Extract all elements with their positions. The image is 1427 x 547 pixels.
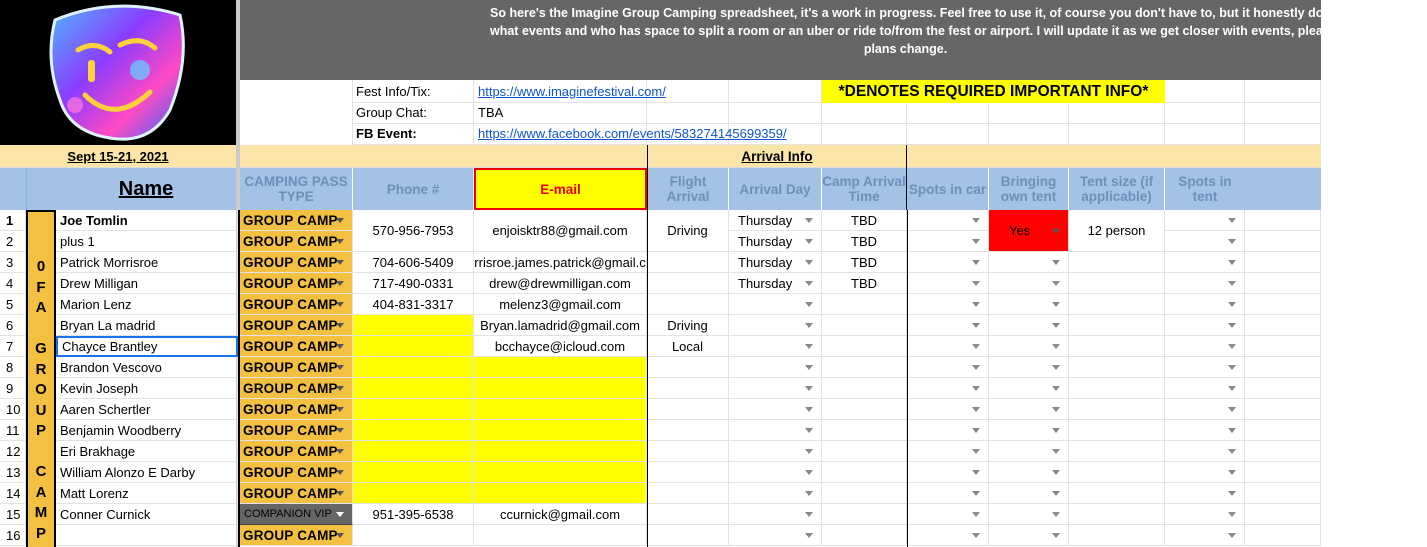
name-cell[interactable] <box>56 525 238 546</box>
name-header: Name <box>118 177 174 200</box>
own-tent-dropdown[interactable] <box>989 441 1069 462</box>
own-tent-dropdown[interactable] <box>989 294 1069 315</box>
camp-time-cell[interactable] <box>822 378 907 399</box>
empty-cell <box>1245 336 1321 357</box>
row-number: 14 <box>0 483 26 504</box>
spots-tent-dropdown[interactable] <box>1165 315 1245 336</box>
camp-time-cell[interactable] <box>822 399 907 420</box>
own-tent-dropdown[interactable] <box>989 378 1069 399</box>
email-cell[interactable]: Bryan.lamadrid@gmail.com <box>474 315 647 336</box>
camp-time-cell[interactable]: TBD <box>822 231 907 252</box>
phone-cell[interactable] <box>353 399 474 420</box>
flight-arrival-cell[interactable]: Driving <box>647 315 729 336</box>
phone-cell[interactable] <box>353 483 474 504</box>
name-cell[interactable]: Bryan La madrid <box>56 315 238 336</box>
tent-size-cell[interactable] <box>1069 483 1165 504</box>
spots-tent-dropdown[interactable] <box>1165 336 1245 357</box>
own-tent-dropdown[interactable] <box>989 357 1069 378</box>
phone-header: Phone # <box>353 168 474 210</box>
spots-car-header: Spots in car <box>907 168 989 210</box>
email-cell[interactable]: bcchayce@icloud.com <box>474 336 647 357</box>
spots-tent-dropdown[interactable] <box>1165 252 1245 273</box>
group-label-letter: A <box>35 483 47 501</box>
spots-car-dropdown[interactable] <box>907 378 989 399</box>
name-cell[interactable]: Chayce Brantley <box>56 336 238 357</box>
spots-car-dropdown[interactable] <box>907 210 989 231</box>
empty-cell <box>1245 483 1321 504</box>
group-chat-value: TBA <box>478 105 504 120</box>
empty-cell <box>1245 252 1321 273</box>
group-label-letter <box>28 441 54 462</box>
spots-tent-dropdown[interactable] <box>1165 294 1245 315</box>
pass-type-dropdown[interactable]: GROUP CAMP <box>240 462 353 483</box>
spots-car-dropdown[interactable] <box>907 525 989 546</box>
name-cell[interactable]: Eri Brakhage <box>56 441 238 462</box>
camp-time-cell[interactable] <box>822 420 907 441</box>
email-cell[interactable] <box>474 525 647 546</box>
own-tent-dropdown[interactable] <box>989 525 1069 546</box>
own-tent-header: Bringing own tent <box>989 168 1069 210</box>
spots-car-dropdown[interactable] <box>907 462 989 483</box>
row-number: 1 <box>0 210 26 231</box>
empty-cell <box>1245 420 1321 441</box>
spots-tent-dropdown[interactable] <box>1165 483 1245 504</box>
camp-time-cell[interactable] <box>822 357 907 378</box>
group-label-letter: C <box>35 463 47 480</box>
flight-arrival-cell[interactable] <box>647 399 729 420</box>
empty-cell <box>1245 231 1321 252</box>
tent-size-cell[interactable] <box>1069 315 1165 336</box>
spots-tent-dropdown[interactable] <box>1165 504 1245 525</box>
festival-logo <box>0 0 236 145</box>
camp-time-cell[interactable]: TBD <box>822 273 907 294</box>
own-tent-dropdown[interactable] <box>989 462 1069 483</box>
name-cell[interactable]: Patrick Morrisroe <box>56 252 238 273</box>
spots-tent-dropdown[interactable] <box>1165 462 1245 483</box>
pass-type-dropdown[interactable]: GROUP CAMP <box>240 399 353 420</box>
email-cell[interactable]: rrisroe.james.patrick@gmail.c <box>474 252 647 273</box>
logo-panel <box>0 0 236 145</box>
own-tent-dropdown[interactable] <box>989 273 1069 294</box>
empty-cell <box>1245 294 1321 315</box>
banner-line-2: what events and who has space to split a room or an uber or ride to/from the fest or airport. I will update it as we get closer with events, please save the link <box>490 24 1416 38</box>
camp-time-cell[interactable] <box>822 462 907 483</box>
row-number: 8 <box>0 357 26 378</box>
camp-time-cell[interactable]: TBD <box>822 210 907 231</box>
group-label-letter <box>28 318 54 339</box>
group-label-letter: R <box>35 360 47 378</box>
group-label-letter: 0 <box>36 258 46 275</box>
arrival-day-dropdown[interactable] <box>729 462 822 483</box>
arrival-day-dropdown[interactable] <box>729 336 822 357</box>
phone-cell[interactable]: 951-395-6538 <box>353 504 474 525</box>
spots-tent-dropdown[interactable] <box>1165 378 1245 399</box>
spots-car-dropdown[interactable] <box>907 441 989 462</box>
arrival-day-dropdown[interactable] <box>729 378 822 399</box>
arrival-day-dropdown[interactable] <box>729 525 822 546</box>
pass-type-dropdown[interactable]: GROUP CAMP <box>240 336 353 357</box>
camp-time-cell[interactable]: TBD <box>822 252 907 273</box>
spots-tent-dropdown[interactable] <box>1165 273 1245 294</box>
own-tent-dropdown[interactable] <box>989 252 1069 273</box>
phone-cell[interactable] <box>353 420 474 441</box>
name-cell[interactable]: Benjamin Woodberry <box>56 420 238 441</box>
email-cell[interactable] <box>474 378 647 399</box>
arrival-day-dropdown[interactable]: Thursday <box>729 273 822 294</box>
tent-size-cell[interactable]: 12 person <box>1069 210 1165 252</box>
own-tent-dropdown[interactable] <box>989 336 1069 357</box>
phone-cell[interactable]: 717-490-0331 <box>353 273 474 294</box>
spots-tent-dropdown[interactable] <box>1165 210 1245 231</box>
pass-type-dropdown[interactable]: GROUP CAMP <box>240 273 353 294</box>
arrival-day-dropdown[interactable] <box>729 315 822 336</box>
pass-type-dropdown[interactable]: GROUP CAMP <box>240 357 353 378</box>
name-cell[interactable]: Drew Milligan <box>56 273 238 294</box>
name-cell[interactable]: Aaren Schertler <box>56 399 238 420</box>
fest-info-link[interactable]: https://www.imaginefestival.com/ <box>478 84 666 99</box>
arrival-day-dropdown[interactable] <box>729 441 822 462</box>
email-cell[interactable] <box>474 441 647 462</box>
tent-size-cell[interactable] <box>1069 252 1165 273</box>
banner-line-3: plans change. <box>863 42 948 56</box>
pass-type-dropdown[interactable]: COMPANION VIP <box>240 504 353 525</box>
spots-tent-dropdown[interactable] <box>1165 231 1245 252</box>
spots-car-dropdown[interactable] <box>907 294 989 315</box>
row-number: 6 <box>0 315 26 336</box>
name-cell[interactable]: Kevin Joseph <box>56 378 238 399</box>
spots-tent-dropdown[interactable] <box>1165 441 1245 462</box>
empty-cell <box>1245 315 1321 336</box>
tent-size-cell[interactable] <box>1069 294 1165 315</box>
flight-arrival-cell[interactable] <box>647 252 729 273</box>
flight-arrival-cell[interactable] <box>647 441 729 462</box>
fb-event-link[interactable]: https://www.facebook.com/events/583274145699359/ <box>478 126 787 141</box>
fb-event-label: FB Event: <box>356 126 417 141</box>
pass-type-dropdown[interactable]: GROUP CAMP <box>240 525 353 546</box>
flight-arrival-cell[interactable] <box>647 504 729 525</box>
tent-size-cell[interactable] <box>1069 525 1165 546</box>
spots-car-dropdown[interactable] <box>907 252 989 273</box>
flight-header: Flight Arrival <box>647 168 729 210</box>
pass-type-header: CAMPING PASS TYPE <box>240 168 353 210</box>
own-tent-dropdown[interactable]: Yes <box>989 210 1069 252</box>
tent-size-cell[interactable] <box>1069 420 1165 441</box>
arrival-day-dropdown[interactable]: Thursday <box>729 252 822 273</box>
name-cell[interactable]: Joe Tomlin <box>56 210 238 231</box>
own-tent-dropdown[interactable] <box>989 420 1069 441</box>
phone-cell[interactable]: 404-831-3317 <box>353 294 474 315</box>
email-cell[interactable] <box>474 399 647 420</box>
spots-tent-header: Spots in tent <box>1165 168 1321 210</box>
camp-time-cell[interactable] <box>822 315 907 336</box>
empty-cell <box>1245 525 1321 546</box>
camp-time-cell[interactable] <box>822 483 907 504</box>
pass-type-dropdown[interactable]: GROUP CAMP <box>240 210 353 231</box>
arrival-day-dropdown[interactable] <box>729 504 822 525</box>
pass-type-dropdown[interactable]: GROUP CAMP <box>240 231 353 252</box>
row-number: 13 <box>0 462 26 483</box>
own-tent-dropdown[interactable] <box>989 399 1069 420</box>
arrival-day-dropdown[interactable] <box>729 483 822 504</box>
email-cell[interactable] <box>474 462 647 483</box>
camp-time-header: Camp Arrival Time <box>822 168 907 210</box>
email-cell[interactable] <box>474 483 647 504</box>
camp-time-cell[interactable] <box>822 294 907 315</box>
spots-car-dropdown[interactable] <box>907 504 989 525</box>
spots-car-dropdown[interactable] <box>907 357 989 378</box>
group-label-letter: M <box>34 504 48 521</box>
row-number: 10 <box>0 399 26 420</box>
name-cell[interactable]: plus 1 <box>56 231 238 252</box>
group-label-letter: P <box>35 524 46 542</box>
pass-type-dropdown[interactable]: GROUP CAMP <box>240 441 353 462</box>
row-number: 15 <box>0 504 26 525</box>
spots-car-dropdown[interactable] <box>907 231 989 252</box>
intro-banner <box>240 0 1427 80</box>
group-label-letter: G <box>35 340 47 357</box>
arrival-day-dropdown[interactable] <box>729 294 822 315</box>
email-cell[interactable]: melenz3@gmail.com <box>474 294 647 315</box>
email-cell[interactable]: ccurnick@gmail.com <box>474 504 647 525</box>
camp-time-cell[interactable] <box>822 336 907 357</box>
row-number: 16 <box>0 525 26 546</box>
tent-size-cell[interactable] <box>1069 357 1165 378</box>
camp-time-cell[interactable] <box>822 441 907 462</box>
fest-info-label: Fest Info/Tix: <box>356 84 431 99</box>
email-header: E-mail <box>474 168 647 210</box>
pass-type-dropdown[interactable]: GROUP CAMP <box>240 483 353 504</box>
pass-type-dropdown[interactable]: GROUP CAMP <box>240 378 353 399</box>
row-number: 4 <box>0 273 26 294</box>
empty-cell <box>1245 441 1321 462</box>
group-label-letter: A <box>35 299 47 316</box>
flight-arrival-cell[interactable] <box>647 357 729 378</box>
email-cell[interactable]: drew@drewmilligan.com <box>474 273 647 294</box>
camp-time-cell[interactable] <box>822 525 907 546</box>
group-label-letter: U <box>35 401 47 419</box>
group-chat-label: Group Chat: <box>356 105 427 120</box>
spots-car-dropdown[interactable] <box>907 273 989 294</box>
tent-size-cell[interactable] <box>1069 441 1165 462</box>
phone-cell[interactable] <box>353 315 474 336</box>
phone-cell[interactable] <box>353 525 474 546</box>
flight-arrival-cell[interactable] <box>647 294 729 315</box>
arrival-day-header: Arrival Day <box>729 168 822 210</box>
camp-time-cell[interactable] <box>822 504 907 525</box>
pass-type-dropdown[interactable]: GROUP CAMP <box>240 315 353 336</box>
name-cell[interactable]: Brandon Vescovo <box>56 357 238 378</box>
email-cell[interactable] <box>474 357 647 378</box>
spots-tent-dropdown[interactable] <box>1165 399 1245 420</box>
email-cell[interactable]: enjoisktr88@gmail.com <box>474 210 647 252</box>
row-number: 9 <box>0 378 26 399</box>
name-cell[interactable]: Matt Lorenz <box>56 483 238 504</box>
spots-car-dropdown[interactable] <box>907 420 989 441</box>
group-label-letter: O <box>35 381 47 398</box>
required-info-note: *DENOTES REQUIRED IMPORTANT INFO* <box>822 80 1165 103</box>
arrival-day-dropdown[interactable] <box>729 357 822 378</box>
flight-arrival-cell[interactable]: Driving <box>647 210 729 252</box>
spots-car-dropdown[interactable] <box>907 315 989 336</box>
group-label-letter: P <box>35 422 46 439</box>
arrival-info-label: Arrival Info <box>647 145 907 168</box>
email-cell[interactable] <box>474 420 647 441</box>
row-number: 3 <box>0 252 26 273</box>
flight-arrival-cell[interactable] <box>647 420 729 441</box>
row-number: 12 <box>0 441 26 462</box>
name-cell[interactable]: William Alonzo E Darby <box>56 462 238 483</box>
flight-arrival-cell[interactable] <box>647 483 729 504</box>
pass-type-dropdown[interactable]: GROUP CAMP <box>240 294 353 315</box>
flight-arrival-cell[interactable] <box>647 273 729 294</box>
spots-tent-dropdown[interactable] <box>1165 525 1245 546</box>
tent-size-cell[interactable] <box>1069 378 1165 399</box>
row-number: 11 <box>0 420 26 441</box>
spots-car-dropdown[interactable] <box>907 483 989 504</box>
empty-cell <box>1245 399 1321 420</box>
row-number: 2 <box>0 231 26 252</box>
spots-tent-dropdown[interactable] <box>1165 420 1245 441</box>
tent-size-cell[interactable] <box>1069 336 1165 357</box>
row-number: 5 <box>0 294 26 315</box>
empty-cell <box>1245 210 1321 231</box>
group-label-column <box>26 210 56 547</box>
flight-arrival-cell[interactable] <box>647 462 729 483</box>
phone-cell[interactable] <box>353 357 474 378</box>
arrival-day-dropdown[interactable] <box>729 399 822 420</box>
spots-car-dropdown[interactable] <box>907 336 989 357</box>
empty-cell <box>1245 462 1321 483</box>
name-cell[interactable]: Conner Curnick <box>56 504 238 525</box>
empty-cell <box>1245 378 1321 399</box>
group-label-letter: F <box>36 278 46 296</box>
banner-line-1: So here's the Imagine Group Camping spreadsheet, it's a work in progress. Feel free to use it, of course you don't have to, but it honestly does help with keep <box>490 6 1427 20</box>
phone-cell[interactable] <box>353 441 474 462</box>
flight-arrival-cell[interactable] <box>647 525 729 546</box>
spots-car-dropdown[interactable] <box>907 399 989 420</box>
tent-size-cell[interactable] <box>1069 399 1165 420</box>
row-number: 7 <box>0 336 26 357</box>
flight-arrival-cell[interactable]: Local <box>647 336 729 357</box>
phone-cell[interactable]: 704-606-5409 <box>353 252 474 273</box>
event-dates: Sept 15-21, 2021 <box>0 145 236 168</box>
tent-size-cell[interactable] <box>1069 273 1165 294</box>
phone-cell[interactable]: 570-956-7953 <box>353 210 474 252</box>
tent-size-header: Tent size (if applicable) <box>1069 168 1165 210</box>
spots-tent-dropdown[interactable] <box>1165 357 1245 378</box>
flight-arrival-cell[interactable] <box>647 378 729 399</box>
phone-cell[interactable] <box>353 462 474 483</box>
own-tent-dropdown[interactable] <box>989 315 1069 336</box>
empty-cell <box>1245 273 1321 294</box>
empty-cell <box>1245 504 1321 525</box>
arrival-day-dropdown[interactable]: Thursday <box>729 231 822 252</box>
tent-size-cell[interactable] <box>1069 462 1165 483</box>
arrival-day-dropdown[interactable]: Thursday <box>729 210 822 231</box>
own-tent-dropdown[interactable] <box>989 504 1069 525</box>
arrival-day-dropdown[interactable] <box>729 420 822 441</box>
phone-cell[interactable] <box>353 378 474 399</box>
phone-cell[interactable] <box>353 336 474 357</box>
pass-type-dropdown[interactable]: GROUP CAMP <box>240 420 353 441</box>
pass-type-dropdown[interactable]: GROUP CAMP <box>240 252 353 273</box>
empty-cell <box>1245 357 1321 378</box>
own-tent-dropdown[interactable] <box>989 483 1069 504</box>
tent-size-cell[interactable] <box>1069 504 1165 525</box>
name-cell[interactable]: Marion Lenz <box>56 294 238 315</box>
